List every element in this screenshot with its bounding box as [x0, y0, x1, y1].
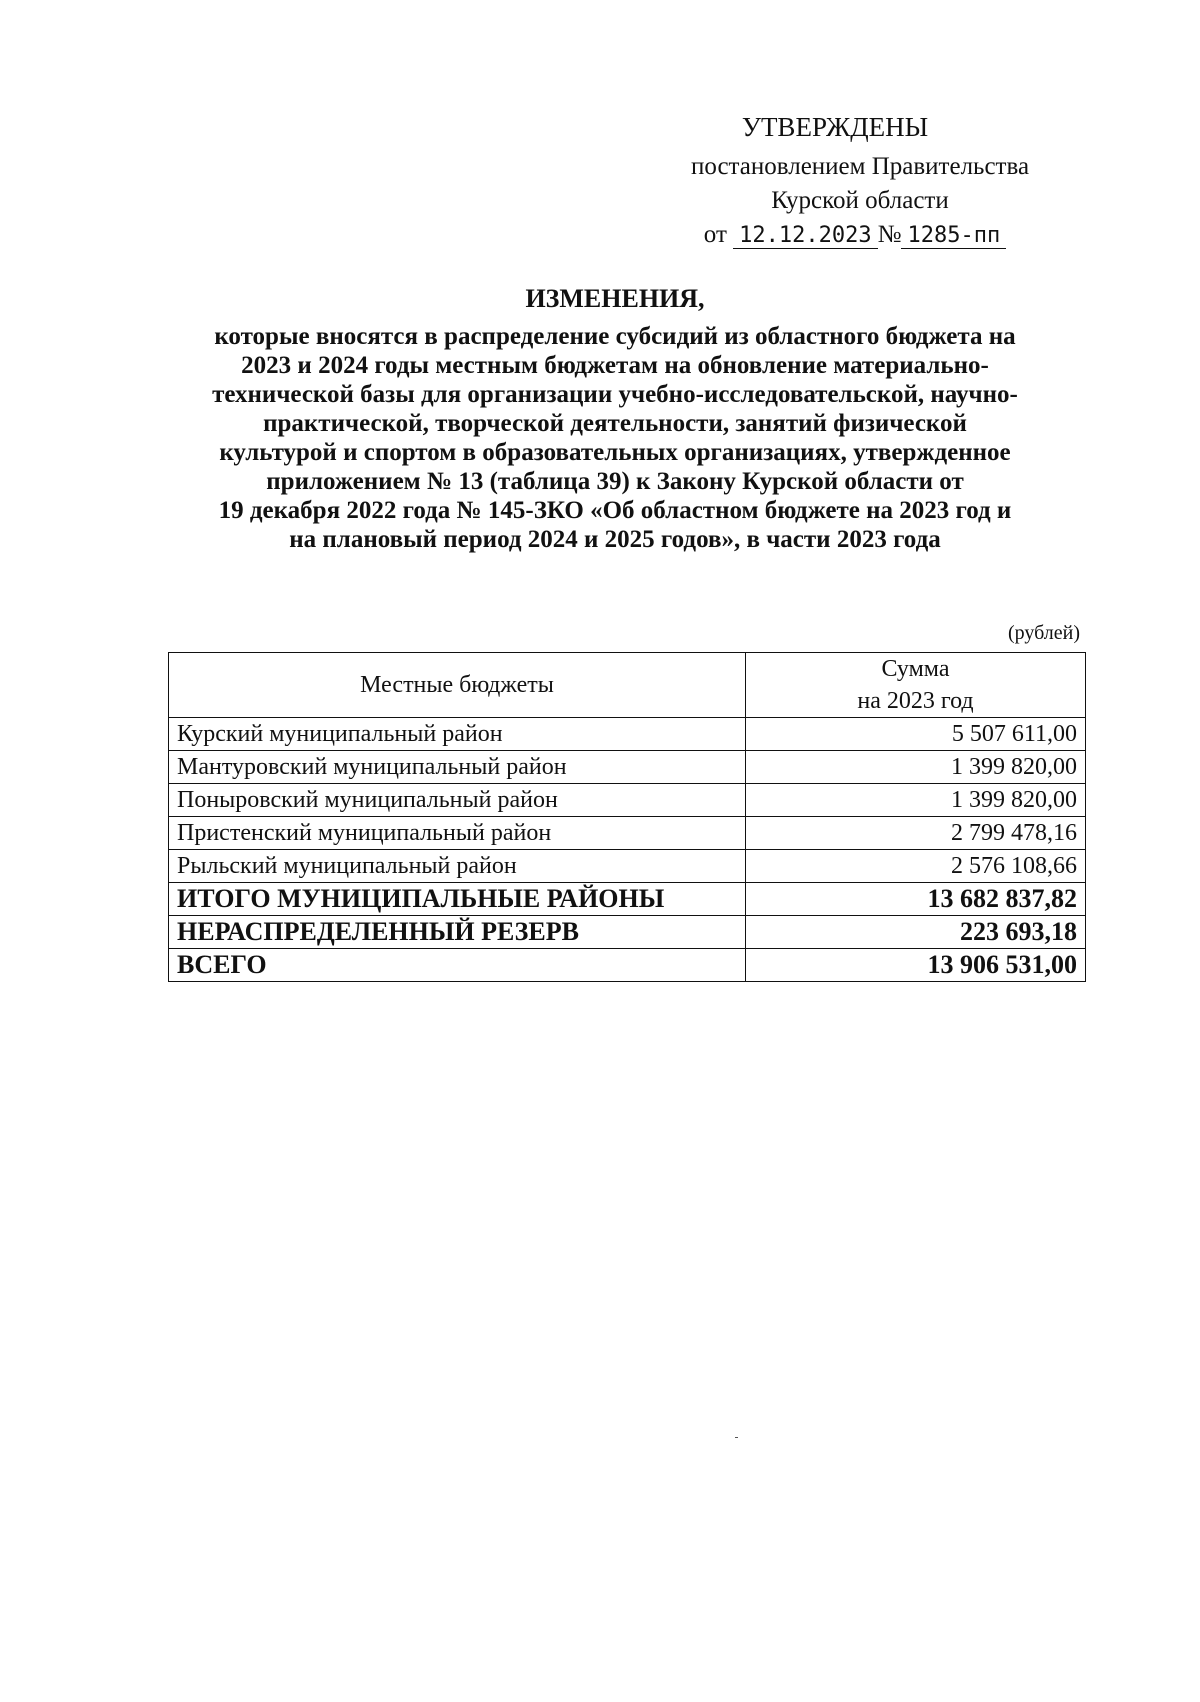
header-sum — [746, 653, 1086, 718]
row-name: Мантуровский муниципальный район — [169, 751, 746, 784]
scan-speck — [735, 1437, 738, 1438]
total-name: НЕРАСПРЕДЕЛЕННЫЙ РЕЗЕРВ — [169, 916, 746, 949]
row-sum: 2 799 478,16 — [746, 817, 1086, 850]
header-budgets: Местные бюджеты — [169, 653, 746, 718]
table-row — [169, 751, 1086, 784]
table-row — [169, 784, 1086, 817]
total-sum: 13 906 531,00 — [746, 949, 1086, 982]
total-name: ВСЕГО — [169, 949, 746, 982]
table-total-row — [169, 949, 1086, 982]
total-sum: 223 693,18 — [746, 916, 1086, 949]
table-header-row — [169, 653, 1086, 718]
header-sum-line-2: на 2023 год — [857, 688, 974, 714]
row-name: Рыльский муниципальный район — [169, 850, 746, 883]
approval-number-prefix: № — [877, 221, 902, 248]
total-sum: 13 682 837,82 — [746, 883, 1086, 916]
table-total-row — [169, 883, 1086, 916]
row-name: Поныровский муниципальный район — [169, 784, 746, 817]
approval-line-1: постановлением Правительства — [690, 153, 1030, 180]
row-name: Пристенский муниципальный район — [169, 817, 746, 850]
table-row — [169, 718, 1086, 751]
approval-number: 1285-пп — [901, 223, 1006, 249]
heading-text: которые вносятся в распределение субсидий из областного бюджета на 2023 и 2024 годы местным бюджетам на обновление материально- технической базы для организации учебно-исследовательской, научно- практической, творческой деятельности, занятий физической культурой и спортом в образовательных организациях, утвержденное приложением № 13 (таблица 39) к Закону Курской области от 19 декабря 2022 года № 145-ЗКО «Об областном бюджете на 2023 год и на плановый период 2024 и 2025 годов», в части 2023 года — [212, 323, 1018, 553]
row-sum: 1 399 820,00 — [746, 784, 1086, 817]
heading-title: ИЗМЕНЕНИЯ, — [525, 284, 705, 313]
row-sum: 2 576 108,66 — [746, 850, 1086, 883]
row-sum: 5 507 611,00 — [746, 718, 1086, 751]
approval-title: УТВЕРЖДЕНЫ — [741, 112, 929, 142]
table-row — [169, 850, 1086, 883]
budget-table — [168, 652, 1086, 982]
total-name: ИТОГО МУНИЦИПАЛЬНЫЕ РАЙОНЫ — [169, 883, 746, 916]
document-heading — [150, 282, 1080, 554]
row-name: Курский муниципальный район — [169, 718, 746, 751]
table-total-row — [169, 916, 1086, 949]
unit-label: (рублей) — [1007, 622, 1080, 644]
approval-date-prefix: от — [703, 221, 727, 248]
table-row — [169, 817, 1086, 850]
row-sum: 1 399 820,00 — [746, 751, 1086, 784]
approval-block — [640, 110, 1080, 253]
approval-date: 12.12.2023 — [733, 223, 877, 249]
approval-line-2: Курской области — [771, 187, 949, 214]
approval-date-line — [630, 218, 1080, 253]
header-sum-line-1: Сумма — [881, 656, 950, 682]
